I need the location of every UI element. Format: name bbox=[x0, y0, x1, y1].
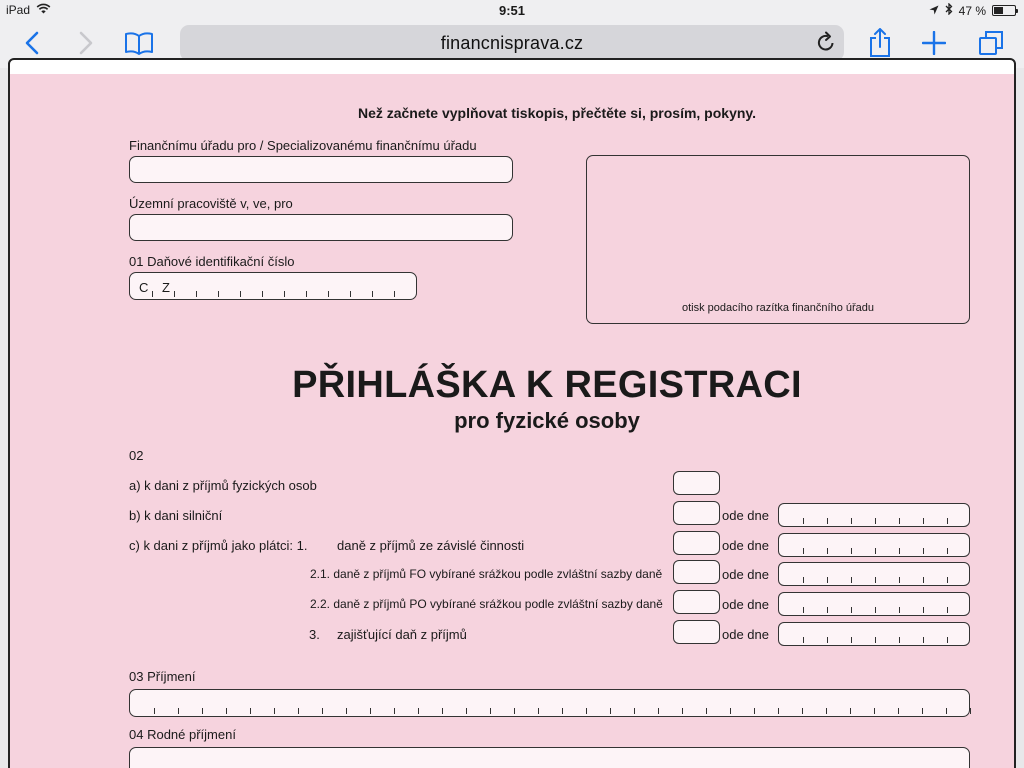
comb-tick bbox=[875, 607, 876, 613]
comb-tick bbox=[899, 607, 900, 613]
comb-tick bbox=[851, 607, 852, 613]
form-title: PŘIHLÁŠKA K REGISTRACI bbox=[292, 364, 802, 406]
workplace-label: Územní pracoviště v, ve, pro bbox=[129, 196, 293, 211]
tax-id-prefix-c: C bbox=[139, 280, 149, 295]
row-c22-date-ticks bbox=[779, 593, 969, 615]
tax-id-label: 01 Daňové identifikační číslo bbox=[129, 254, 295, 269]
comb-tick bbox=[778, 708, 779, 714]
row-b-ode-dne: ode dne bbox=[722, 508, 769, 523]
comb-tick bbox=[947, 607, 948, 613]
comb-tick bbox=[827, 637, 828, 643]
stamp-area bbox=[586, 155, 970, 324]
row-c21-label: 2.1. daně z příjmů FO vybírané srážkou podle zvláštní sazby daně bbox=[310, 567, 663, 581]
comb-tick bbox=[284, 291, 285, 297]
row-c3-number: 3. bbox=[309, 627, 320, 642]
row-c22-date-input[interactable] bbox=[778, 592, 970, 616]
row-c22-checkbox[interactable] bbox=[673, 590, 720, 614]
row-c1-date-ticks bbox=[779, 534, 969, 556]
office-input[interactable] bbox=[129, 156, 513, 183]
tax-id-ticks bbox=[130, 273, 416, 299]
comb-tick bbox=[923, 637, 924, 643]
comb-tick bbox=[827, 518, 828, 524]
row-a-label: a) k dani z příjmů fyzických osob bbox=[129, 478, 317, 493]
form-subtitle: pro fyzické osoby bbox=[454, 408, 640, 433]
comb-tick bbox=[827, 607, 828, 613]
comb-tick bbox=[706, 708, 707, 714]
comb-tick bbox=[803, 577, 804, 583]
comb-tick bbox=[899, 577, 900, 583]
bluetooth-icon bbox=[945, 3, 953, 18]
surname-input[interactable] bbox=[129, 689, 970, 717]
battery-percent: 47 % bbox=[958, 3, 986, 18]
comb-tick bbox=[899, 637, 900, 643]
comb-tick bbox=[898, 708, 899, 714]
comb-tick bbox=[418, 708, 419, 714]
comb-tick bbox=[218, 291, 219, 297]
comb-tick bbox=[154, 708, 155, 714]
location-icon bbox=[929, 4, 939, 18]
stamp-label: otisk podacího razítka finančního úřadu bbox=[681, 302, 874, 314]
office-label: Finančnímu úřadu pro / Specializovanému finančnímu úřadu bbox=[129, 138, 477, 153]
comb-tick bbox=[923, 518, 924, 524]
comb-tick bbox=[875, 518, 876, 524]
comb-tick bbox=[827, 548, 828, 554]
comb-tick bbox=[946, 708, 947, 714]
section-02-label: 02 bbox=[129, 448, 144, 463]
comb-tick bbox=[466, 708, 467, 714]
comb-tick bbox=[803, 518, 804, 524]
comb-tick bbox=[875, 637, 876, 643]
battery-icon bbox=[992, 5, 1016, 16]
comb-tick bbox=[947, 518, 948, 524]
intro-instruction: Než začnete vyplňovat tiskopis, přečtěte si, prosím, pokyny. bbox=[357, 105, 757, 121]
row-b-date-input[interactable] bbox=[778, 503, 970, 527]
url-text: financnisprava.cz bbox=[440, 33, 584, 53]
status-right bbox=[929, 3, 1016, 18]
comb-tick bbox=[851, 637, 852, 643]
comb-tick bbox=[850, 708, 851, 714]
row-c3-date-input[interactable] bbox=[778, 622, 970, 646]
birth-surname-input[interactable] bbox=[129, 747, 970, 768]
comb-tick bbox=[240, 291, 241, 297]
battery-fill bbox=[994, 7, 1003, 14]
web-content[interactable] bbox=[8, 58, 1016, 768]
comb-tick bbox=[851, 577, 852, 583]
surname-label: 03 Příjmení bbox=[129, 669, 196, 684]
comb-tick bbox=[442, 708, 443, 714]
comb-tick bbox=[196, 291, 197, 297]
comb-tick bbox=[682, 708, 683, 714]
comb-tick bbox=[947, 637, 948, 643]
row-b-date-ticks bbox=[779, 504, 969, 526]
tabs-icon[interactable] bbox=[976, 28, 1006, 58]
comb-tick bbox=[803, 637, 804, 643]
comb-tick bbox=[306, 291, 307, 297]
comb-tick bbox=[178, 708, 179, 714]
comb-tick bbox=[202, 708, 203, 714]
comb-tick bbox=[899, 548, 900, 554]
comb-tick bbox=[174, 291, 175, 297]
comb-tick bbox=[262, 291, 263, 297]
comb-tick bbox=[490, 708, 491, 714]
row-c3-label: zajišťující daň z příjmů bbox=[337, 627, 467, 642]
comb-tick bbox=[922, 708, 923, 714]
row-c3-checkbox[interactable] bbox=[673, 620, 720, 644]
address-bar[interactable] bbox=[180, 25, 844, 61]
comb-tick bbox=[875, 577, 876, 583]
row-c1-checkbox[interactable] bbox=[673, 531, 720, 555]
comb-tick bbox=[250, 708, 251, 714]
comb-tick bbox=[923, 548, 924, 554]
row-c1-date-input[interactable] bbox=[778, 533, 970, 557]
comb-tick bbox=[899, 518, 900, 524]
device-name: iPad bbox=[6, 3, 31, 17]
comb-tick bbox=[851, 518, 852, 524]
row-a-checkbox[interactable] bbox=[673, 471, 720, 495]
form-page bbox=[10, 74, 1014, 768]
comb-tick bbox=[923, 607, 924, 613]
comb-tick bbox=[730, 708, 731, 714]
bookmarks-icon[interactable] bbox=[122, 28, 156, 58]
reload-icon[interactable] bbox=[816, 31, 836, 58]
surname-ticks bbox=[130, 690, 969, 716]
workplace-input[interactable] bbox=[129, 214, 513, 241]
row-c21-checkbox[interactable] bbox=[673, 560, 720, 584]
comb-tick bbox=[514, 708, 515, 714]
comb-tick bbox=[350, 291, 351, 297]
add-tab-icon[interactable] bbox=[920, 28, 948, 58]
comb-tick bbox=[562, 708, 563, 714]
share-icon[interactable] bbox=[866, 28, 894, 58]
row-b-checkbox[interactable] bbox=[673, 501, 720, 525]
comb-tick bbox=[538, 708, 539, 714]
comb-tick bbox=[874, 708, 875, 714]
comb-tick bbox=[947, 548, 948, 554]
comb-tick bbox=[370, 708, 371, 714]
comb-tick bbox=[802, 708, 803, 714]
comb-tick bbox=[851, 548, 852, 554]
comb-tick bbox=[754, 708, 755, 714]
comb-tick bbox=[394, 708, 395, 714]
comb-tick bbox=[298, 708, 299, 714]
back-icon[interactable] bbox=[22, 28, 42, 58]
comb-tick bbox=[274, 708, 275, 714]
comb-tick bbox=[346, 708, 347, 714]
comb-tick bbox=[947, 577, 948, 583]
comb-tick bbox=[658, 708, 659, 714]
status-bar bbox=[0, 0, 1024, 20]
comb-tick bbox=[970, 708, 971, 714]
row-c21-ode-dne: ode dne bbox=[722, 567, 769, 582]
birth-surname-label: 04 Rodné příjmení bbox=[129, 727, 236, 742]
comb-tick bbox=[875, 548, 876, 554]
tax-id-prefix-z: Z bbox=[162, 280, 170, 295]
comb-tick bbox=[152, 291, 153, 297]
row-c3-date-ticks bbox=[779, 623, 969, 645]
row-c1-ode-dne: ode dne bbox=[722, 538, 769, 553]
comb-tick bbox=[827, 577, 828, 583]
row-c1-label: daně z příjmů ze závislé činnosti bbox=[337, 538, 525, 553]
tax-id-input[interactable] bbox=[129, 272, 417, 300]
row-c22-ode-dne: ode dne bbox=[722, 597, 769, 612]
comb-tick bbox=[322, 708, 323, 714]
comb-tick bbox=[372, 291, 373, 297]
row-c21-date-input[interactable] bbox=[778, 562, 970, 586]
row-c3-ode-dne: ode dne bbox=[722, 627, 769, 642]
row-c22-label: 2.2. daně z příjmů PO vybírané srážkou podle zvláštní sazby daně bbox=[310, 597, 663, 611]
row-c-label: c) k dani z příjmů jako plátci: 1. bbox=[129, 538, 308, 553]
row-b-label: b) k dani silniční bbox=[129, 508, 223, 523]
comb-tick bbox=[394, 291, 395, 297]
row-c21-date-ticks bbox=[779, 563, 969, 585]
comb-tick bbox=[923, 577, 924, 583]
clock: 9:51 bbox=[498, 3, 526, 18]
comb-tick bbox=[610, 708, 611, 714]
comb-tick bbox=[226, 708, 227, 714]
comb-tick bbox=[803, 548, 804, 554]
forward-icon[interactable] bbox=[76, 28, 96, 58]
comb-tick bbox=[634, 708, 635, 714]
comb-tick bbox=[586, 708, 587, 714]
comb-tick bbox=[803, 607, 804, 613]
comb-tick bbox=[826, 708, 827, 714]
comb-tick bbox=[328, 291, 329, 297]
